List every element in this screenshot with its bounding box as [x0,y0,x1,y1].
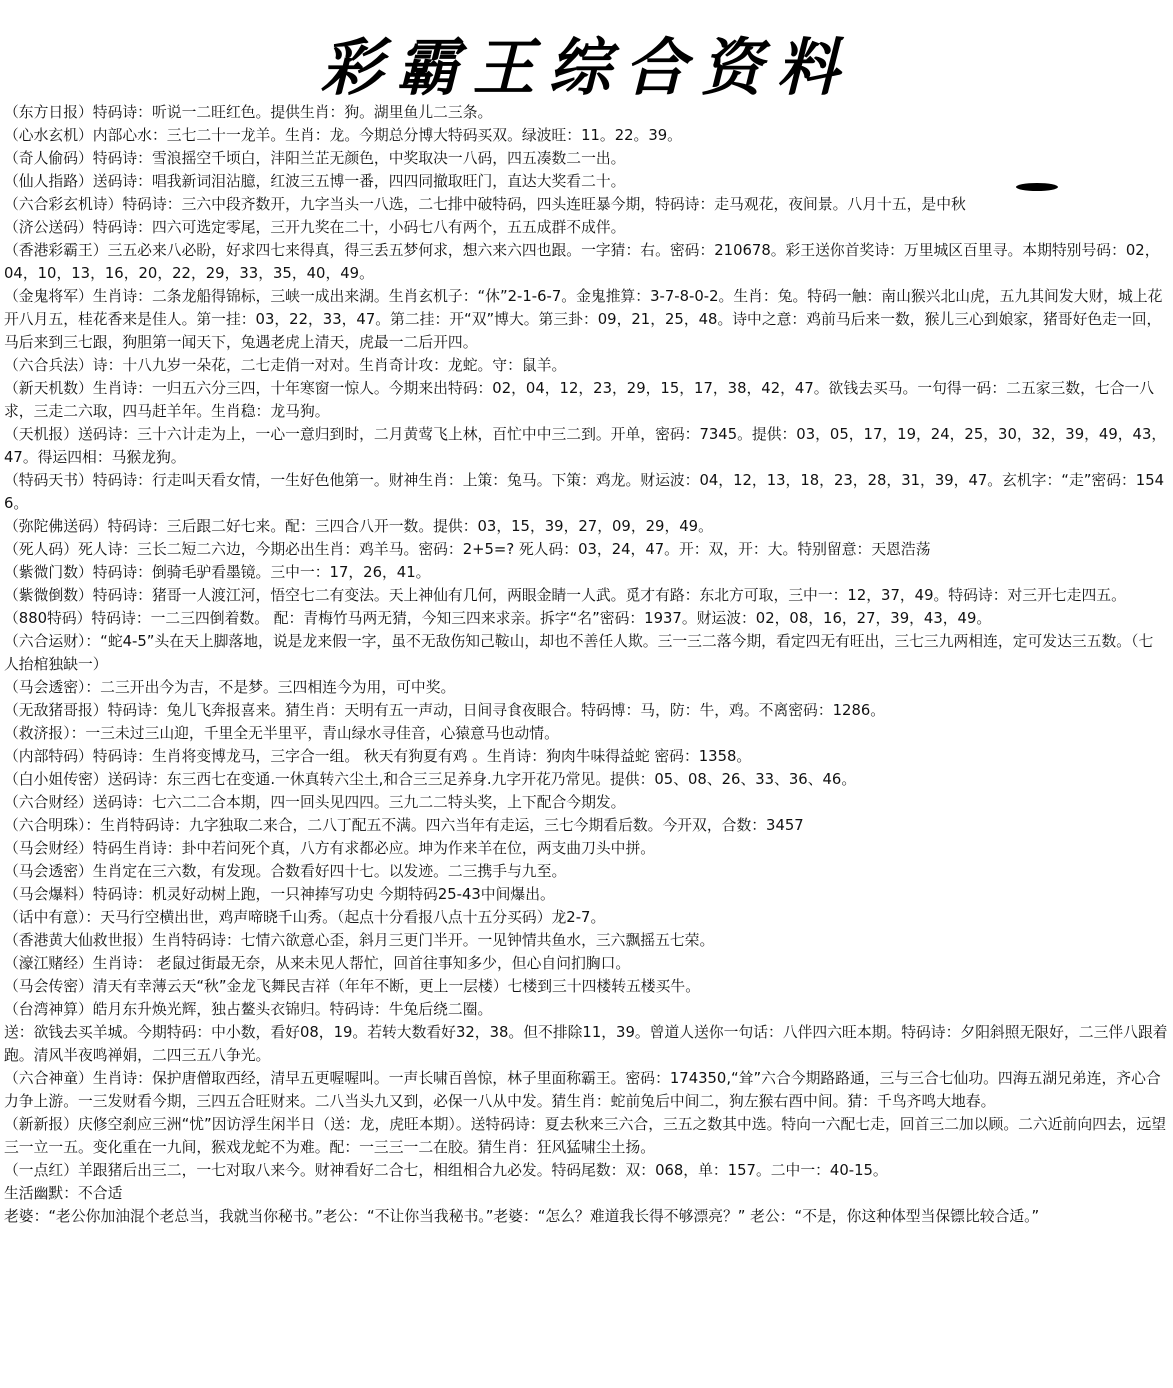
text-entry: （弥陀佛送码）特码诗：三后跟二好七来。配：三四合八开一数。提供：03，15，39，27，09，29，49。 [4,518,713,535]
text-entry: （六合财经）送码诗：七六二二合本期，四一回头见四四。三九二二特头奖，上下配合今期发。 [4,794,626,811]
text-entry: （内部特码）特码诗：生肖将变博龙马，三字合一组。 秋天有狗夏有鸡 。生肖诗：狗肉牛味得益蛇 密码：1358。 [4,748,752,765]
text-entry: （白小姐传密）送码诗：东三西七在变通.一休真转六尘土,和合三三足养身.九字开花乃常见。提供：05、08、26、33、36、46。 [4,771,857,788]
text-entry: 老婆：“老公你加油混个老总当，我就当你秘书。”老公：“不让你当我秘书。”老婆：“怎么？难道我长得不够漂亮？” 老公：“不是，你这种体型当保镖比较合适。” [4,1208,1040,1225]
text-entry: （仙人指路）送码诗：唱我新词泪沾臆，红波三五博一番，四四同撤取旺门，直达大奖看二十。 [4,173,626,190]
text-entry: （六合彩玄机诗）特码诗：三六中段齐数开，九字当头一八选，二七排中破特码，四头连旺暴今期，特码诗：走马观花，夜间景。八月十五，是中秋 [4,196,966,213]
text-entry: （新天机数）生肖诗：一归五六分三四，十年寒窗一惊人。今期来出特码：02，04，12，23，29，15，17，38，42，47。欲钱去买马。一句得一码：二五家三数，七合一八求，三走二六取，四马赶羊年。生肖稳：龙马狗。 [4,380,1155,420]
text-entry: （一点红）羊跟猪后出三二，一七对取八来今。财神看好二合七，相组相合九必发。特码尾数：双：068，单：157。二中一：40-15。 [4,1162,888,1179]
text-entry: （六合运财）：“蛇4-5”头在天上脚落地，说是龙来假一字，虽不无敌伤知己鞍山，却也不善任人欺。三一三二落今期，看定四无有旺出，三七三九两相连，定可发达三五数。（七人抬棺独缺一） [4,633,1154,673]
text-entry: （马会爆料）特码诗：机灵好动树上跑，一只神捧写功史 今期特码25-43中间爆出。 [4,886,555,903]
text-entry: （六合明珠）：生肖特码诗：九字独取二来合，二八丁配五不满。四六当年有走运，三七今期看后数。今开双，合数：3457 [4,817,804,834]
text-entry: （马会传密）清天有幸薄云天“秋”金龙飞舞民吉祥（年年不断，更上一层楼）七楼到三十四楼转五楼买牛。 [4,978,700,995]
text-entry: （救济报）：一三未过三山迎，千里全无半里平，青山绿水寻佳音，心猿意马也动情。 [4,725,559,742]
text-entry: （无敌猪哥报）特码诗：兔儿飞奔报喜来。猜生肖：天明有五一声动，日间寻食夜眼合。特码博：马，防：牛，鸡。不离密码：1286。 [4,702,886,719]
text-entry: （香港彩霸王）三五必来八必盼，好求四七来得真，得三丢五梦何求，想六来六四也跟。一字猜：右。密码：210678。彩王送你首奖诗：万里城区百里寻。本期特别号码：02，04，10，13，16，20，22，29，33，35，40，49。 [4,242,1160,282]
text-entry: （马会透密）：二三开出今为吉，不是梦。三四相连今为用，可中奖。 [4,679,456,696]
text-entry: （880特码）特码诗：一二三四倒着数。 配：青梅竹马两无猜，今知三四来求亲。拆字“名”密码：1937。财运波：02，08，16，27，39，43，49。 [4,610,992,627]
text-entry: （特码天书）特码诗：行走叫天看女情，一生好色他第一。财神生肖：上策：兔马。下策：鸡龙。财运波：04，12，13，18，23，28，31，39，47。玄机字：“走”密码：1546。 [4,472,1165,512]
text-entry: （六合兵法）诗：十八九岁一朵花，二七走俏一对对。生肖奇计攻：龙蛇。守：鼠羊。 [4,357,567,374]
text-entry: （金鬼将军）生肖诗：二条龙船得锦标，三峡一成出来湖。生肖玄机子：“休”2-1-6-7。金鬼推算：3-7-8-0-2。生肖：兔。特码一触：南山猴兴北山虎，五九其间发大财，城上花开八月五，桂花香来是佳人。第一挂：03，22，33，47。第二挂：开“双”博大。第三卦：09，21，25，48。诗中之意：鸡前马后来一数，猴儿三心到娘家，猪哥好色走一回，马后来到三七跟，狗胆第一闻天下，兔遇老虎上清天，虎最一二后开四。 [4,288,1163,351]
text-entry: （东方日报）特码诗：听说一二旺红色。提供生肖：狗。湖里鱼儿二三条。 [4,104,493,121]
text-entry: （紫微倒数）特码诗：猪哥一人渡江河，悟空七二有变法。天上神仙有几何，两眼金睛一人武。觅才有路：东北方可取，三中一：12，37，49。特码诗：对三开七走四五。 [4,587,1126,604]
text-entry: （濠江赌经）生肖诗： 老鼠过街最无奈，从来未见人帮忙，回首往事知多少，但心自问扪胸口。 [4,955,631,972]
text-entry: （马会财经）特码生肖诗：卦中若问死个真，八方有求都必应。坤为作来羊在位，两支曲刀头中拼。 [4,840,656,857]
text-entry: （台湾神算）皓月东升焕光辉，独占鳌头衣锦归。特码诗：牛兔后绕二圈。 [4,1001,493,1018]
text-entry: （六合神童）生肖诗：保护唐僧取西经，清早五更喔喔叫。一声长啸百兽惊，林子里面称霸王。密码：174350,“耸”六合今期路路通，三与三合七仙功。四海五湖兄弟连，齐心合力争上游。一三发财看今期，三四五合旺财来。二八当头九又到，必保一八从中发。猜生肖：蛇前兔后中间二，狗左猴右酉中间。猜：千鸟齐鸣大地春。 [4,1070,1161,1110]
text-entry: （马会透密）生肖定在三六数，有发现。合数看好四十七。以发迹。二三携手与九至。 [4,863,567,880]
text-entry: （紫微门数）特码诗：倒骑毛驴看墨镜。三中一：17，26，41。 [4,564,431,581]
text-entry: （心水玄机）内部心水：三七二十一龙羊。生肖：龙。今期总分博大特码买双。绿波旺：11。22。39。 [4,127,682,144]
text-entry: （话中有意）：天马行空横出世，鸡声啼晓千山秀。（起点十分看报八点十五分买码）龙2-7。 [4,909,606,926]
text-entry: （济公送码）特码诗：四六可选定零尾，三开九奖在二十，小码七八有两个，五五成群不成伴。 [4,219,626,236]
text-entry: （新新报）庆修空刹应三洲“忧”因访浮生闲半日（送：龙，虎旺本期）。送特码诗：夏去秋来三六合，三五之数其中选。特向一六配七走，回首三二加以顾。二六近前向四去，远望三一立一五。变化重在一九间，猴戏龙蛇不为难。配：一三三一二在胶。猜生肖：狂风猛啸尘土扬。 [4,1116,1167,1156]
text-entry: （香港黄大仙救世报）生肖特码诗：七情六欲意心歪，斜月三更门半开。一见钟情共鱼水，三六飘摇五七荣。 [4,932,715,949]
text-entry: 送：欲钱去买羊城。今期特码：中小数，看好08，19。若转大数看好32，38。但不排除11，39。曾道人送你一句话：八伴四六旺本期。特码诗：夕阳斜照无限好，二三伴八跟着跑。清风半夜鸣禅娟，二四三五八争光。 [4,1024,1168,1064]
text-entry: （奇人偷码）特码诗：雪浪摇空千顷白，沣阳兰芷无颜色，中奖取决一八码，四五凑数二一出。 [4,150,626,167]
article-body [4,101,1168,1228]
text-entry: （死人码）死人诗：三长二短二六边，今期必出生肖：鸡羊马。密码：2+5=? 死人码：03，24，47。开：双，开：大。特别留意：天恩浩荡 [4,541,931,558]
page-title: 彩霸王综合资料 [320,31,853,104]
text-entry: （天机报）送码诗：三十六计走为上，一心一意归到时，二月黄莺飞上林，百忙中中三二到。开单，密码：7345。提供：03，05，17，19，24，25，30，32，39，49，43，47。得运四相：马猴龙狗。 [4,426,1167,466]
text-entry: 生活幽默：不合适 [4,1185,123,1202]
